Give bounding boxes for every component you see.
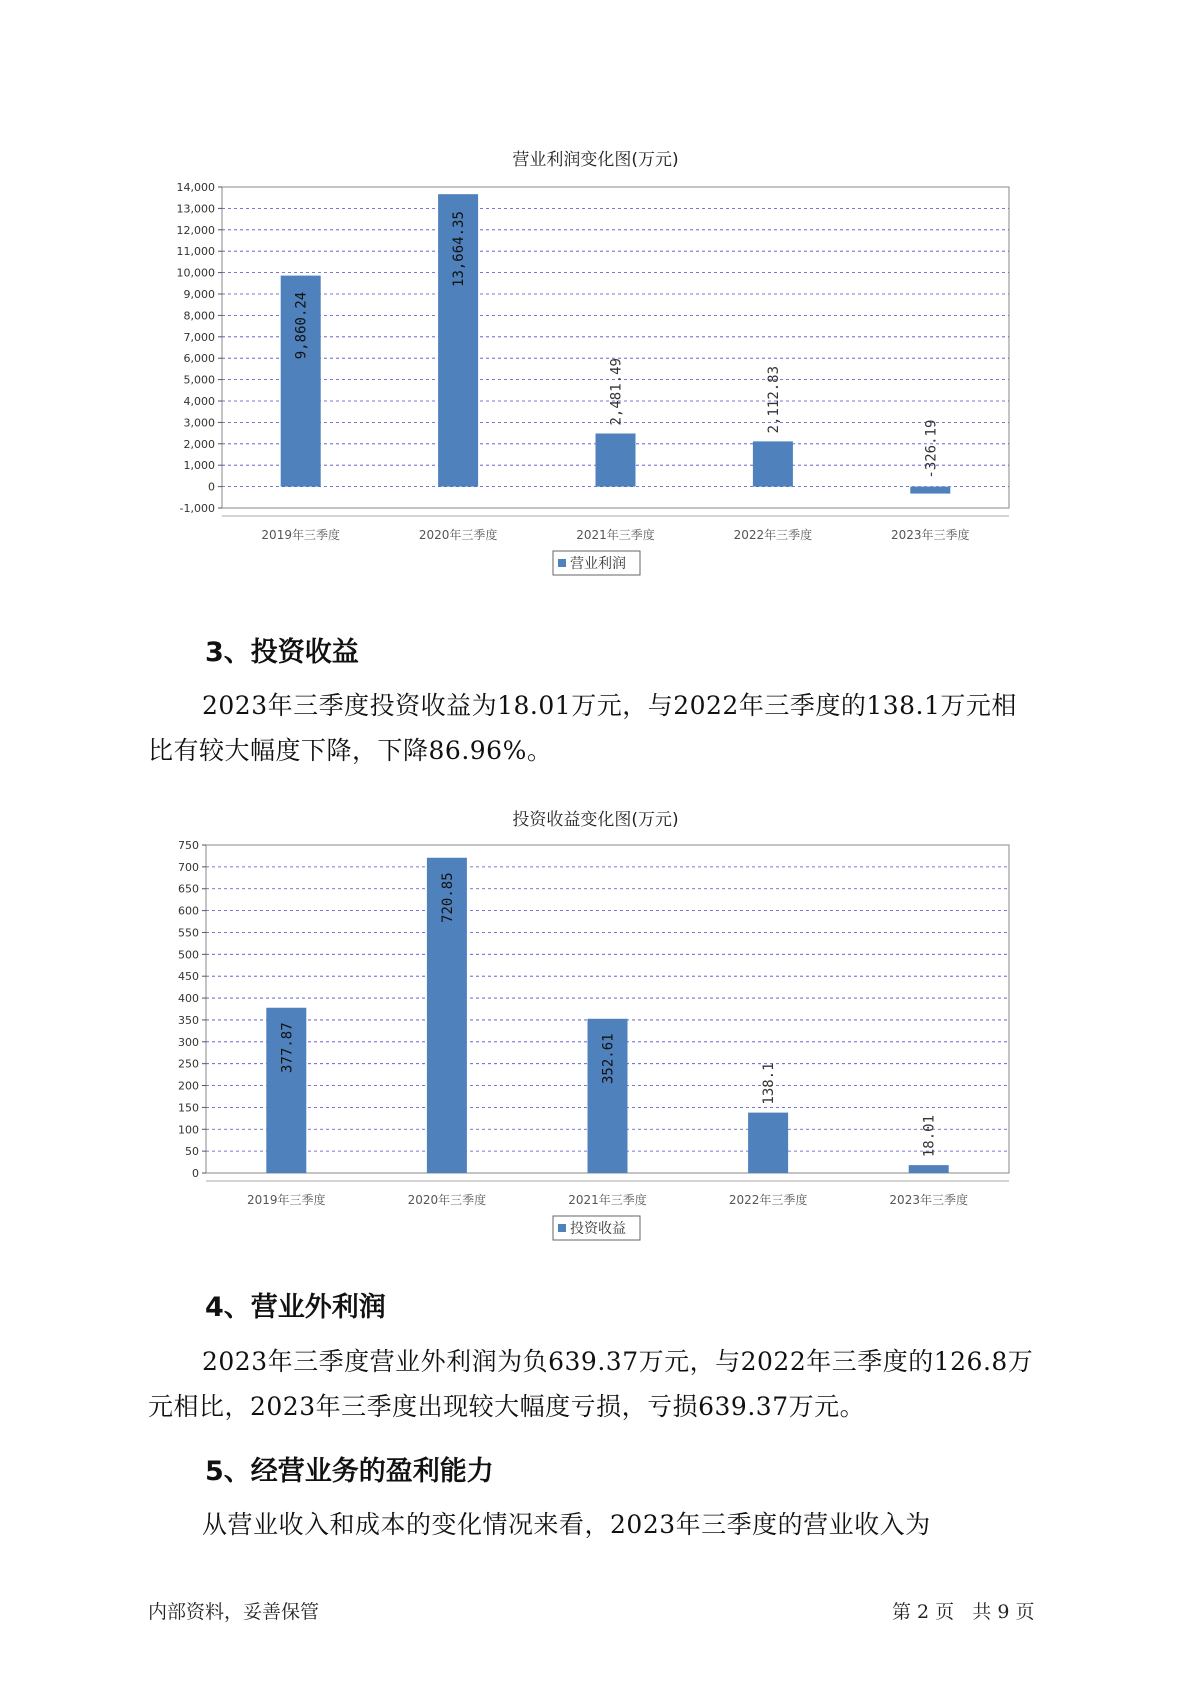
y-tick-label: 750 xyxy=(178,839,199,852)
y-tick-label: 600 xyxy=(178,904,199,918)
bar-value-label: 18.01 xyxy=(921,1114,938,1158)
y-tick-label: 650 xyxy=(178,882,199,896)
bar-value-label: 377.87 xyxy=(279,1022,296,1073)
bar-2022年三季度 xyxy=(748,1113,788,1173)
paragraph-line: 从营业收入和成本的变化情况来看，2023年三季度的营业收入为 xyxy=(202,1510,931,1539)
legend-label: 营业利润 xyxy=(570,556,626,572)
section-heading-investment-income: 3、投资收益 xyxy=(205,637,359,668)
bar-2023年三季度 xyxy=(909,1165,949,1173)
chart-title-operating-profit: 营业利润变化图(万元) xyxy=(512,150,679,170)
y-tick-label: 10,000 xyxy=(176,266,215,280)
paragraph-line: 元相比，2023年三季度出现较大幅度亏损，亏损639.37万元。 xyxy=(148,1392,866,1421)
bar-2022年三季度 xyxy=(753,441,793,486)
bar-value-label: 2,481.49 xyxy=(608,358,625,426)
x-tick-label: 2021年三季度 xyxy=(576,528,655,542)
y-tick-label: 400 xyxy=(178,992,199,1006)
bar-value-label: 2,112.83 xyxy=(765,365,782,434)
y-tick-label: 500 xyxy=(178,948,199,962)
bar-value-label: -326.19 xyxy=(923,419,940,479)
y-tick-label: 5,000 xyxy=(183,373,215,387)
y-tick-label: 50 xyxy=(185,1145,199,1159)
paragraph-profitability xyxy=(148,1502,1053,1547)
y-tick-label: 6,000 xyxy=(183,352,215,366)
y-tick-label: 8,000 xyxy=(183,309,215,323)
section-heading-profitability: 5、经营业务的盈利能力 xyxy=(205,1456,494,1487)
y-tick-label: 4,000 xyxy=(183,395,215,408)
paragraph-line: 2023年三季度投资收益为18.01万元，与2022年三季度的138.1万元相 xyxy=(202,691,1017,720)
y-tick-label: 7,000 xyxy=(183,330,215,344)
bar-value-label: 138.1 xyxy=(761,1062,778,1105)
bar-2021年三季度 xyxy=(596,433,636,486)
footer-confidential-note: 内部资料，妥善保管 xyxy=(148,1601,320,1623)
paragraph-investment-income xyxy=(148,683,1053,773)
y-tick-label: 300 xyxy=(178,1035,199,1049)
bar-value-label: 13,664.35 xyxy=(451,211,468,287)
x-tick-label: 2019年三季度 xyxy=(247,1193,326,1207)
y-tick-label: 0 xyxy=(192,1167,199,1180)
x-tick-label: 2021年三季度 xyxy=(568,1193,647,1207)
y-tick-label: 450 xyxy=(178,970,199,984)
bar-value-label: 720.85 xyxy=(439,872,456,923)
chart-title-investment-income: 投资收益变化图(万元) xyxy=(512,810,679,830)
paragraph-non-operating-profit xyxy=(148,1339,1053,1429)
legend-swatch xyxy=(558,559,566,567)
y-tick-label: 350 xyxy=(178,1013,199,1027)
y-tick-label: 13,000 xyxy=(176,202,215,216)
y-tick-label: 12,000 xyxy=(176,223,215,237)
x-tick-label: 2022年三季度 xyxy=(728,1193,808,1207)
y-tick-label: 1,000 xyxy=(183,459,215,473)
paragraph-line: 2023年三季度营业外利润为负639.37万元，与2022年三季度的126.8万 xyxy=(202,1347,1034,1376)
y-tick-label: 550 xyxy=(178,926,199,940)
x-tick-label: 2019年三季度 xyxy=(261,528,340,542)
y-tick-label: 3,000 xyxy=(183,416,215,430)
y-tick-label: 200 xyxy=(178,1079,199,1093)
x-tick-label: 2022年三季度 xyxy=(733,528,813,542)
paragraph-line: 比有较大幅度下降，下降86.96%。 xyxy=(148,736,553,765)
x-tick-label: 2020年三季度 xyxy=(407,1193,487,1207)
x-tick-label: 2023年三季度 xyxy=(891,528,970,542)
y-tick-label: 100 xyxy=(178,1123,199,1137)
bar-2023年三季度 xyxy=(910,487,950,494)
y-tick-label: 150 xyxy=(178,1101,199,1115)
legend-label: 投资收益 xyxy=(570,1221,626,1237)
legend-swatch xyxy=(558,1224,566,1232)
y-tick-label: 9,000 xyxy=(183,288,215,301)
investment-income-chart xyxy=(0,830,1191,1250)
operating-profit-chart xyxy=(0,170,1191,590)
x-tick-label: 2023年三季度 xyxy=(889,1193,968,1207)
y-tick-label: 11,000 xyxy=(176,245,215,259)
y-tick-label: -1,000 xyxy=(179,502,215,515)
x-tick-label: 2020年三季度 xyxy=(418,528,498,542)
section-heading-non-operating-profit: 4、营业外利润 xyxy=(205,1292,386,1323)
y-tick-label: 0 xyxy=(208,480,215,494)
y-tick-label: 14,000 xyxy=(176,181,215,194)
y-tick-label: 250 xyxy=(178,1057,199,1071)
y-tick-label: 2,000 xyxy=(183,437,215,451)
bar-value-label: 352.61 xyxy=(600,1033,617,1084)
footer-page-number: 第 2 页 共 9 页 xyxy=(892,1601,1035,1623)
bar-value-label: 9,860.24 xyxy=(293,291,310,360)
y-tick-label: 700 xyxy=(178,860,199,874)
